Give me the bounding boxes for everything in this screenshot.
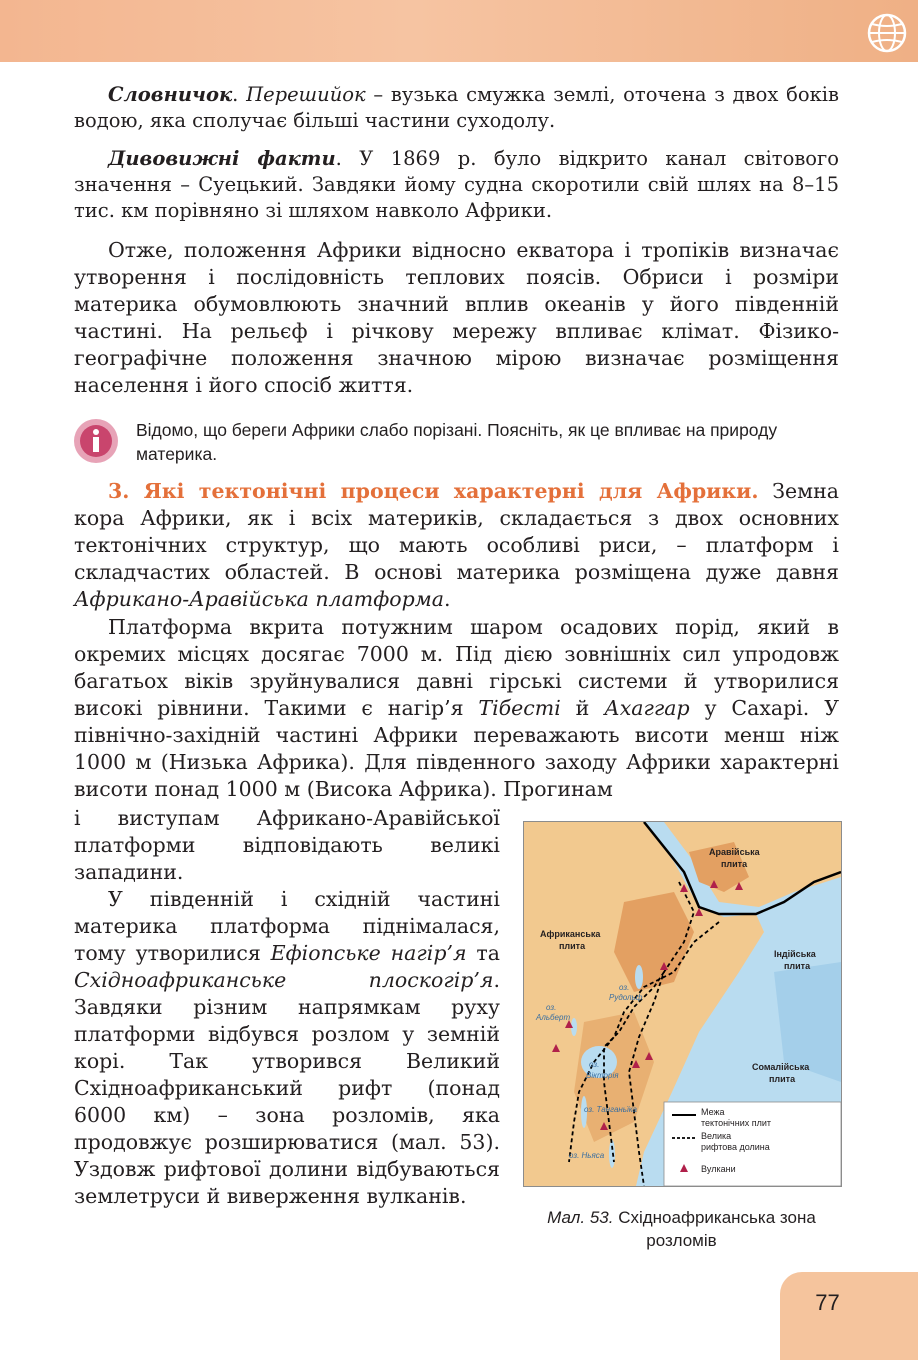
map-legend [664,1102,841,1186]
svg-text:тектонічних плит: тектонічних плит [701,1118,772,1128]
svg-text:Африканська: Африканська [540,929,601,939]
svg-text:оз. Танганьїка: оз. Танганьїка [584,1105,638,1114]
svg-text:плита: плита [784,961,811,971]
page-number: 77 [815,1290,840,1315]
svg-text:Межа: Межа [701,1107,725,1117]
platform-paragraph: Платформа вкрита потужним шаром осадових порід, який в окремих місцях досягає 7000 м. Під дією зовнішніх сил упродовж багатьох віків зруйнувалися давні гірські системи й утворилися високі рівнини. Такими є нагір’я Тібесті й Ахаггар у Сахарі. У північно-західній частині Африки переважають висоти менш ніж 1000 м (Низька Африка). Для південного заходу Африки характерні висоти понад 1000 м (Висока Африка). Прогинам [74,615,840,801]
svg-text:оз.: оз. [589,1060,600,1069]
svg-text:плита: плита [721,859,748,869]
section-heading: 3. Які тектонічні процеси характерні для Африки. [108,479,759,503]
svg-text:Вікторія: Вікторія [586,1071,619,1080]
figure-caption: Мал. 53. Східноафриканська зона розломів [547,1208,816,1250]
page-header-band [0,0,918,62]
summary-paragraph: Отже, положення Африки відносно екватора і тропіків визначає утворення і послідовність теплових поясів. Обриси і розміри материка обумовлюють значний вплив океанів у його південній частині. На рельєф і річкову мережу впливає клімат. Фізико-географічне положення значною мірою визначає розміщення населення і його спосіб життя. [74,238,839,397]
svg-text:Сомалійська: Сомалійська [752,1062,810,1072]
info-icon [73,418,119,464]
svg-text:плита: плита [769,1074,796,1084]
svg-text:Рудольф: Рудольф [609,993,643,1002]
svg-text:Індійська: Індійська [774,949,816,959]
svg-text:плита: плита [559,941,586,951]
svg-text:Вулкани: Вулкани [701,1164,736,1174]
rift-paragraph: У південній і східній частині материка платформа піднімалася, тому утворилися Ефіопське нагір’я та Східноафриканське плоскогір’я. Завдяки різним напрямкам руху платформи відбувся розлом у земній корі. Так утворився Великий Східноафриканський рифт (понад 6000 км) – зона розломів, яка продовжує розширюватися (мал. 53). Уздовж рифтової долини відбуваються землетруси й виверження вулканів. [74,887,500,1208]
svg-text:Велика: Велика [701,1131,732,1141]
amazing-facts-paragraph: Дивовижні факти. У 1869 р. було відкрито канал світового значення – Суецький. Завдяки йому судна скоротили свій шлях на 8–15 тис. км порівняно зі шляхом навколо Африки. [74,147,839,222]
section-3-paragraph: 3. Які тектонічні процеси характерні для Африки. Земна кора Африки, як і всіх материків, складається з двох основних тектонічних структур, що мають особливі риси, – платформ і складчастих областей. В основі материка розміщена дуже давня Африкано-Аравійська платформа. [74,479,839,611]
svg-text:рифтова долина: рифтова долина [701,1142,770,1152]
page-number-tab [780,1272,918,1360]
east-africa-rift-map [523,821,842,1187]
glossary-paragraph: Словничок. Перешийок – вузька смужка землі, оточена з двох боків водою, яка сполучає більші частини суходолу. [74,83,839,132]
svg-text:Альберт: Альберт [536,1013,571,1022]
info-question: Відомо, що береги Африки слабо порізані. Поясніть, як це впливає на природу материка. [136,420,778,464]
depressions-paragraph: і виступам Африкано-Аравійської платформи відповідають великі западини. [74,806,500,884]
svg-text:оз.: оз. [546,1003,557,1012]
svg-text:Аравійська: Аравійська [709,847,760,857]
svg-text:оз. Ньяса: оз. Ньяса [569,1151,605,1160]
svg-text:оз.: оз. [619,983,630,992]
globe-icon [866,12,908,54]
